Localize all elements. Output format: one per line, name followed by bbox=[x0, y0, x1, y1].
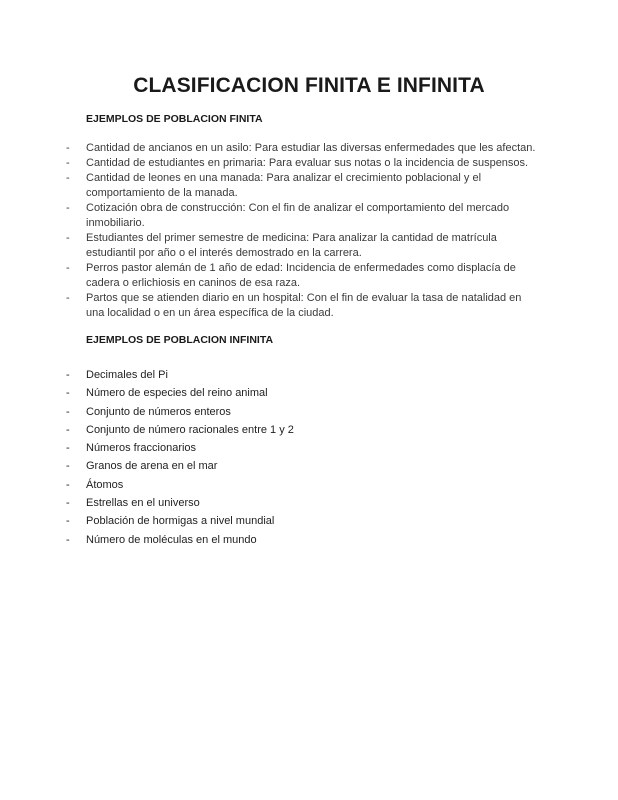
bullet-dash: - bbox=[66, 292, 70, 304]
bullet-dash: - bbox=[66, 369, 70, 381]
list-item-text: Decimales del Pi bbox=[86, 369, 168, 381]
list-item bbox=[66, 439, 294, 457]
bullet-dash: - bbox=[66, 460, 70, 473]
bullet-dash: - bbox=[66, 423, 70, 436]
list-item-text: Número de especies del reino animal bbox=[86, 387, 268, 400]
list-item-text: Partos que se atienden diario en un hospital: Con el fin de evaluar la tasa de natalidad en una localidad o en un área específica de la ciudad. bbox=[86, 292, 522, 319]
bullet-dash: - bbox=[66, 405, 70, 418]
list-item bbox=[66, 291, 541, 321]
infinite-section-heading: EJEMPLOS DE POBLACION INFINITA bbox=[86, 334, 274, 346]
bullet-dash: - bbox=[66, 515, 70, 528]
list-item bbox=[66, 156, 541, 171]
list-item bbox=[66, 476, 294, 494]
document-title: CLASIFICACION FINITA E INFINITA bbox=[133, 74, 485, 97]
list-item-text: Población de hormigas a nivel mundial bbox=[86, 515, 275, 528]
list-item bbox=[66, 366, 294, 384]
list-item-text: Número de moléculas en el mundo bbox=[86, 533, 257, 546]
bullet-dash: - bbox=[66, 387, 70, 400]
list-item bbox=[66, 231, 541, 261]
list-item bbox=[66, 421, 294, 439]
list-item-text: Conjunto de números enteros bbox=[86, 405, 231, 418]
bullet-dash: - bbox=[66, 172, 70, 184]
list-item bbox=[66, 201, 541, 231]
list-item bbox=[66, 457, 294, 475]
bullet-dash: - bbox=[66, 497, 70, 510]
list-item bbox=[66, 494, 294, 512]
bullet-dash: - bbox=[66, 442, 70, 455]
finite-examples-list bbox=[66, 141, 541, 321]
infinite-examples-list bbox=[66, 366, 294, 549]
list-item-text: Estrellas en el universo bbox=[86, 497, 200, 510]
list-item-text: Cotización obra de construcción: Con el fin de analizar el comportamiento del mercado inmobiliario. bbox=[86, 202, 510, 229]
bullet-dash: - bbox=[66, 202, 70, 214]
bullet-dash: - bbox=[66, 232, 70, 244]
bullet-dash: - bbox=[66, 533, 70, 546]
list-item-text: Conjunto de número racionales entre 1 y 2 bbox=[86, 423, 294, 436]
list-item bbox=[66, 171, 541, 201]
bullet-dash: - bbox=[66, 262, 70, 274]
list-item-text: Perros pastor alemán de 1 año de edad: Incidencia de enfermedades como displacía de cadera o erlichiosis en caninos de esa raza. bbox=[86, 262, 516, 289]
list-item bbox=[66, 531, 294, 549]
list-item bbox=[66, 384, 294, 402]
finite-section-heading: EJEMPLOS DE POBLACION FINITA bbox=[86, 113, 263, 125]
list-item-text: Estudiantes del primer semestre de medicina: Para analizar la cantidad de matrícula estudiantil por año o el interés demostrado en la carrera. bbox=[86, 232, 497, 259]
list-item-text: Cantidad de estudiantes en primaria: Para evaluar sus notas o la incidencia de suspensos. bbox=[86, 157, 529, 169]
bullet-dash: - bbox=[66, 142, 70, 154]
list-item-text: Cantidad de leones en una manada: Para analizar el crecimiento poblacional y el comportamiento de la manada. bbox=[86, 172, 482, 199]
list-item-text: Números fraccionarios bbox=[86, 442, 197, 455]
list-item bbox=[66, 261, 541, 291]
list-item bbox=[66, 403, 294, 421]
bullet-dash: - bbox=[66, 478, 70, 491]
list-item bbox=[66, 141, 541, 156]
list-item-text: Átomos bbox=[86, 478, 124, 491]
list-item bbox=[66, 512, 294, 530]
list-item-text: Cantidad de ancianos en un asilo: Para estudiar las diversas enfermedades que les afectan. bbox=[86, 142, 536, 154]
bullet-dash: - bbox=[66, 157, 70, 169]
list-item-text: Granos de arena en el mar bbox=[86, 460, 218, 473]
